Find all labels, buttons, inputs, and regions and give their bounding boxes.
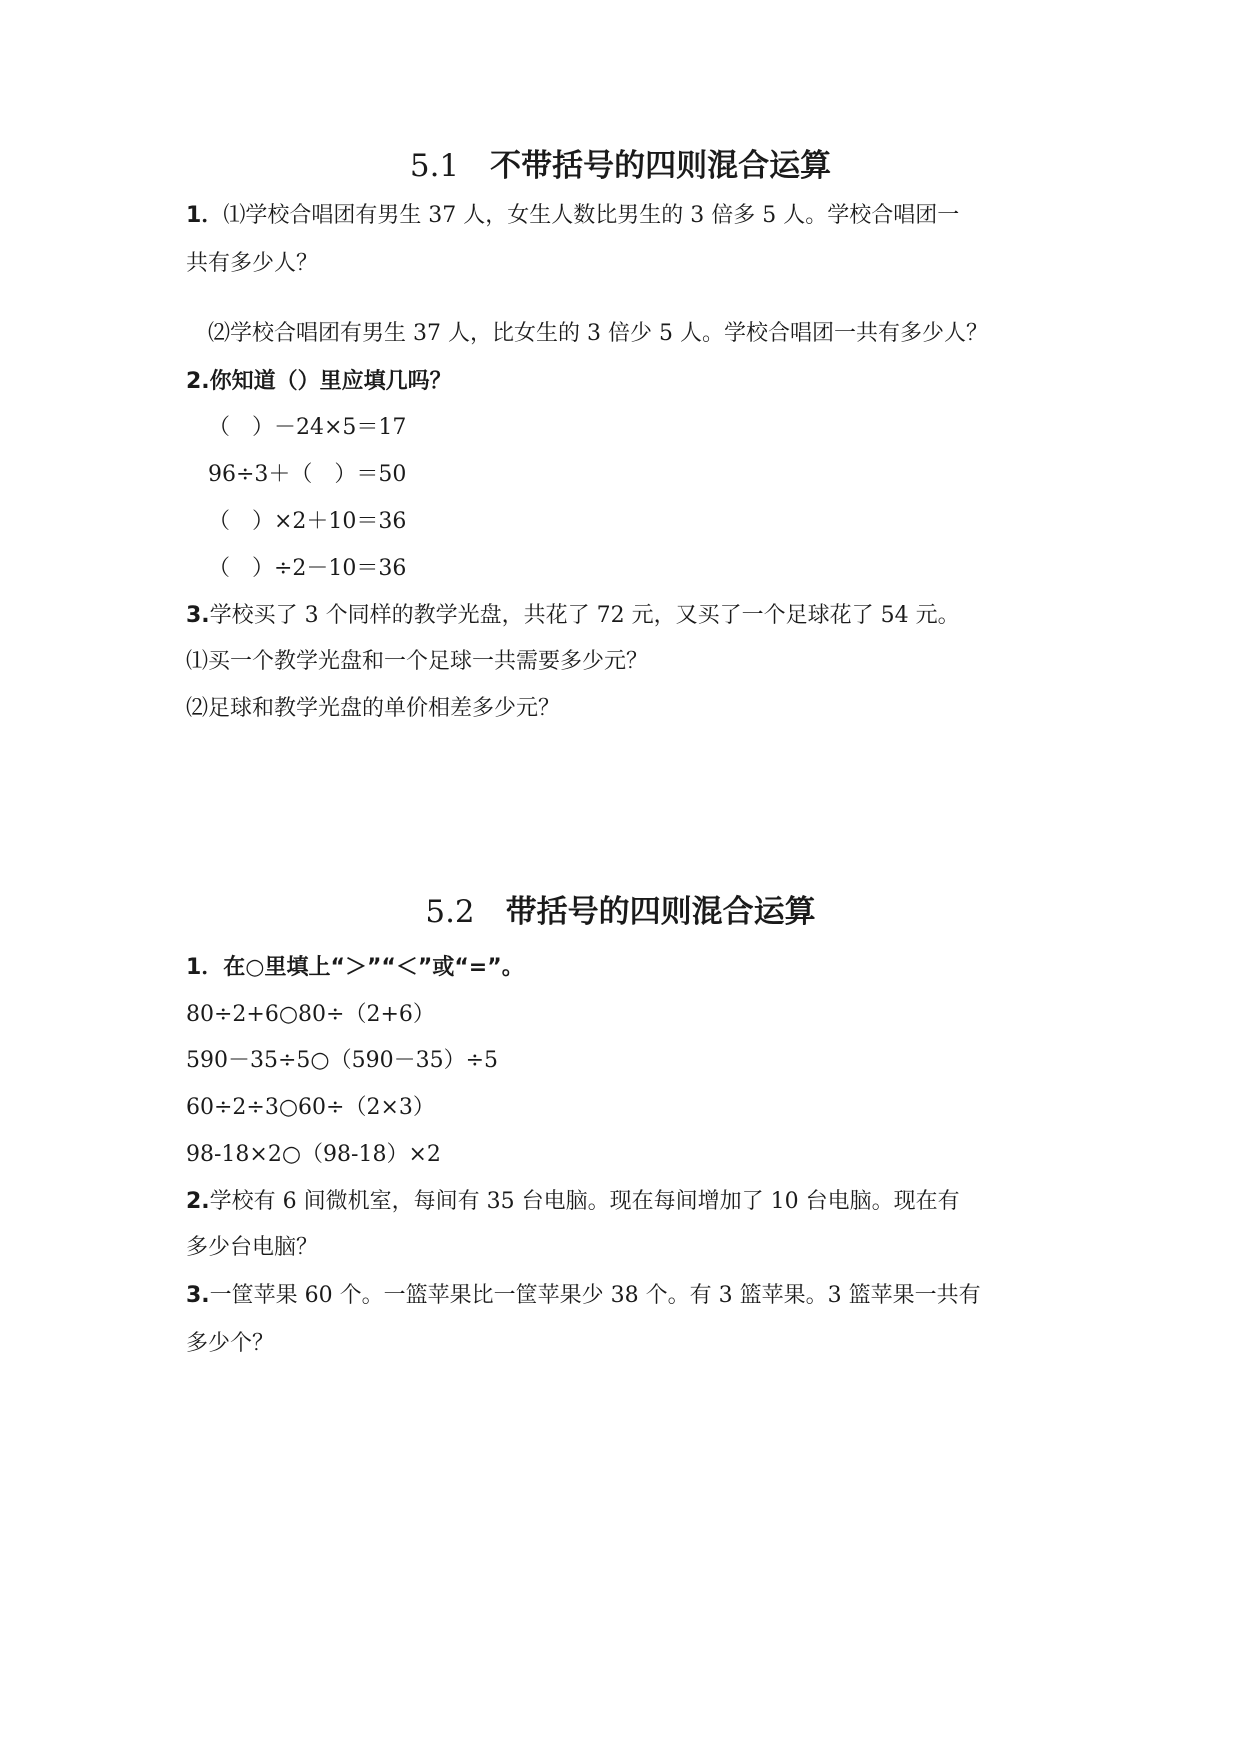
question-text: 一筐苹果 60 个。一篮苹果比一筐苹果少 38 个。有 3 篮苹果。3 篮苹果一共有 [209, 1283, 981, 1308]
question-3 [186, 600, 960, 632]
question-2-line-1 [186, 1186, 960, 1218]
question-text: 学校有 6 间微机室，每间有 35 台电脑。现在每间增加了 10 台电脑。现在有 [209, 1189, 960, 1214]
section-title-5-1 [0, 146, 1241, 186]
question-1-part-1-line-2: 共有多少人？ [186, 251, 319, 276]
section-title-5-2 [0, 892, 1241, 932]
equation-item: 96÷3＋（ ）＝50 [208, 462, 407, 487]
question-2-heading: 2.你知道（）里应填几吗？ [186, 369, 452, 394]
section-number: 5.2 [425, 894, 475, 930]
comparison-item: 80÷2+6○80÷（2+6） [186, 1002, 435, 1027]
question-number: 3. [186, 1283, 210, 1308]
comparison-item: 60÷2÷3○60÷（2×3） [186, 1095, 435, 1120]
question-3-line-2: 多少个？ [186, 1331, 275, 1356]
comparison-item: 98-18×2○（98-18）×2 [186, 1142, 441, 1167]
comparison-item: 590－35÷5○（590－35）÷5 [186, 1048, 499, 1073]
question-number: 1． [186, 203, 224, 228]
section-title-text: 带括号的四则混合运算 [505, 894, 816, 930]
question-2-line-2: 多少台电脑？ [186, 1235, 319, 1260]
question-1-part-2: ⑵学校合唱团有男生 37 人，比女生的 3 倍少 5 人。学校合唱团一共有多少人？ [208, 321, 988, 346]
question-3-sub-2: ⑵足球和教学光盘的单价相差多少元？ [186, 696, 561, 721]
question-3-line-1 [186, 1280, 981, 1312]
equation-item: （ ）÷2－10＝36 [208, 556, 407, 581]
question-1-heading: 1．在○里填上“＞”“＜”或“=”。 [186, 955, 524, 980]
question-number: 2. [186, 1189, 210, 1214]
question-3-sub-1: ⑴买一个教学光盘和一个足球一共需要多少元？ [186, 649, 649, 674]
equation-item: （ ）－24×5＝17 [208, 415, 407, 440]
section-number: 5.1 [409, 148, 460, 184]
question-text: 学校买了 3 个同样的教学光盘，共花了 72 元，又买了一个足球花了 54 元。 [209, 603, 960, 628]
question-text: ⑴学校合唱团有男生 37 人，女生人数比男生的 3 倍多 5 人。学校合唱团一 [223, 203, 960, 228]
equation-item: （ ）×2＋10＝36 [208, 509, 407, 534]
section-title-text: 不带括号的四则混合运算 [490, 148, 832, 184]
question-1-part-1-line-1 [186, 200, 959, 232]
question-number: 3. [186, 603, 210, 628]
